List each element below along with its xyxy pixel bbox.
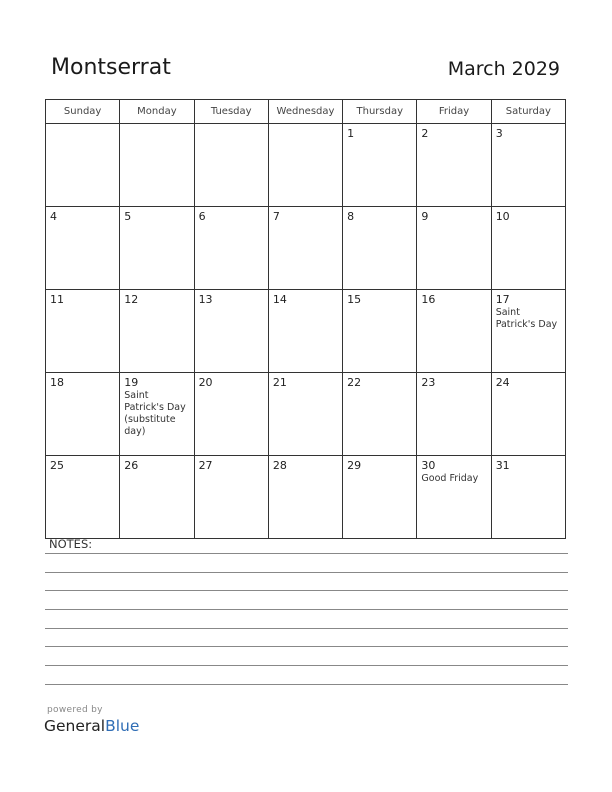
day-number: 5 (124, 210, 132, 223)
day-cell (417, 456, 491, 539)
day-cell (491, 373, 565, 456)
week-row (46, 290, 566, 373)
day-cell (491, 456, 565, 539)
day-cell (194, 290, 268, 373)
weekday-header: Saturday (491, 100, 565, 124)
day-cell (417, 207, 491, 290)
day-cell (417, 290, 491, 373)
day-cell (343, 124, 417, 207)
day-number: 7 (272, 210, 280, 223)
day-number: 11 (50, 293, 64, 306)
week-row (46, 124, 566, 207)
week-row (46, 456, 566, 539)
day-cell (194, 124, 268, 207)
day-number: 17 (495, 293, 510, 306)
day-cell (343, 290, 417, 373)
weekday-header: Monday (120, 100, 194, 124)
note-line (45, 665, 568, 666)
day-number: 27 (198, 459, 213, 472)
holiday-label: Saint Patrick's Day (substitute day) (124, 390, 186, 437)
note-line (45, 628, 568, 629)
day-cell (491, 290, 565, 373)
day-number: 2 (421, 127, 429, 140)
weekday-header: Thursday (343, 100, 417, 124)
day-cell (268, 373, 342, 456)
weekday-header: Tuesday (194, 100, 268, 124)
day-cell (120, 456, 194, 539)
note-line (45, 684, 568, 685)
week-row (46, 373, 566, 456)
note-line (45, 572, 568, 573)
holiday-label: Saint Patrick's Day (495, 307, 558, 330)
day-number: 26 (124, 459, 139, 472)
notes-label: NOTES: (49, 537, 93, 551)
day-number: 16 (421, 293, 436, 306)
day-cell (120, 290, 194, 373)
note-line (45, 609, 568, 610)
day-number: 18 (50, 376, 64, 389)
calendar-grid (45, 99, 566, 539)
weekday-header-row (46, 100, 566, 124)
day-number: 30 (421, 459, 436, 472)
day-number: 15 (347, 293, 362, 306)
day-number: 23 (421, 376, 436, 389)
note-line (45, 553, 568, 554)
powered-by-text: powered by (47, 705, 103, 715)
day-number: 19 (124, 376, 139, 389)
holiday-label: Good Friday (421, 473, 479, 484)
day-cell (268, 290, 342, 373)
brand-part1: General (44, 717, 106, 735)
day-cell (491, 124, 565, 207)
day-cell (46, 373, 120, 456)
day-cell (194, 373, 268, 456)
day-number: 4 (50, 210, 57, 223)
brand-logo (44, 717, 139, 735)
day-cell (491, 207, 565, 290)
day-cell (194, 207, 268, 290)
day-number: 25 (50, 459, 64, 472)
day-number: 6 (198, 210, 206, 223)
day-number: 29 (347, 459, 362, 472)
weekday-header: Sunday (46, 100, 120, 124)
day-cell (120, 373, 194, 456)
day-cell (268, 207, 342, 290)
day-number: 24 (495, 376, 510, 389)
day-number: 12 (124, 293, 139, 306)
day-number: 28 (272, 459, 287, 472)
day-number: 3 (495, 127, 503, 140)
day-cell (343, 456, 417, 539)
day-number: 9 (421, 210, 429, 223)
note-line (45, 646, 568, 647)
day-number: 1 (347, 127, 355, 140)
country-title: Montserrat (51, 55, 171, 80)
day-cell (120, 124, 194, 207)
brand-part2: Blue (105, 717, 140, 735)
day-cell (343, 373, 417, 456)
week-row (46, 207, 566, 290)
day-cell (46, 290, 120, 373)
day-cell (120, 207, 194, 290)
day-cell (46, 456, 120, 539)
day-cell (268, 124, 342, 207)
note-line (45, 590, 568, 591)
month-title: March 2029 (447, 58, 560, 80)
weekday-header: Wednesday (268, 100, 342, 124)
day-number: 20 (198, 376, 213, 389)
day-cell (268, 456, 342, 539)
day-number: 10 (495, 210, 510, 223)
day-number: 21 (272, 376, 287, 389)
weekday-header: Friday (417, 100, 491, 124)
day-cell (46, 124, 120, 207)
day-cell (417, 373, 491, 456)
day-number: 14 (272, 293, 287, 306)
day-cell (194, 456, 268, 539)
day-cell (46, 207, 120, 290)
day-number: 13 (198, 293, 213, 306)
day-number: 22 (347, 376, 362, 389)
day-number: 31 (495, 459, 510, 472)
day-number: 8 (347, 210, 355, 223)
day-cell (343, 207, 417, 290)
day-cell (417, 124, 491, 207)
